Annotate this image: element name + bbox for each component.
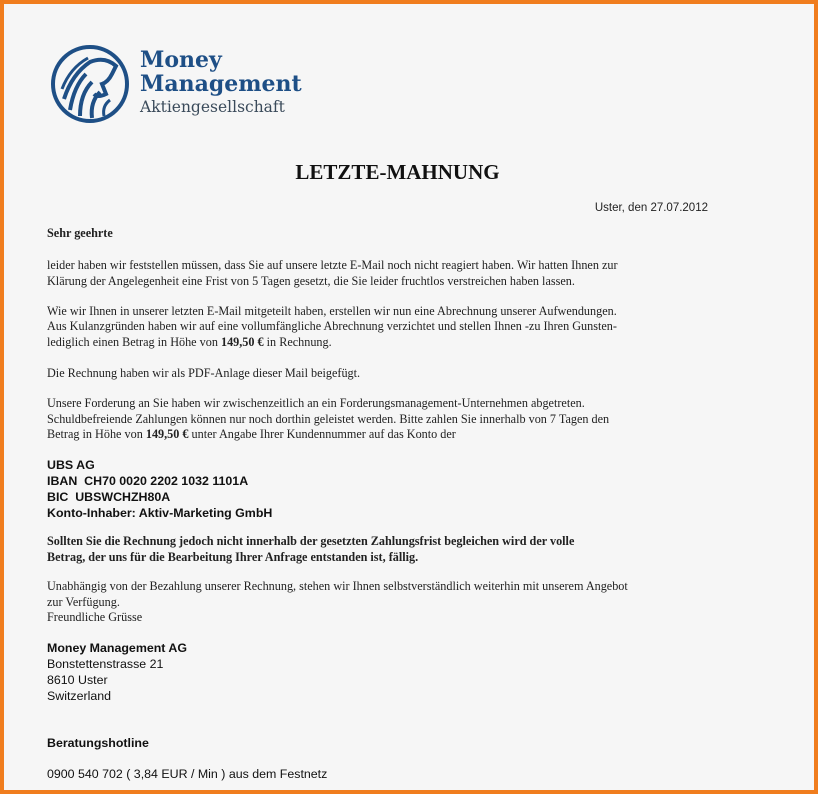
company-city: 8610 Uster bbox=[47, 673, 108, 687]
logo-text-ag: Aktiengesellschaft bbox=[140, 98, 285, 116]
paragraph-1-line: Klärung der Angelegenheit eine Frist von 5 Tagen gesetzt, die Sie leider fruchtlos verstreichen haben lassen. bbox=[47, 274, 575, 288]
company-country: Switzerland bbox=[47, 689, 112, 703]
company-name: Money Management AG bbox=[47, 641, 187, 655]
logo-text-management: Management bbox=[140, 71, 302, 97]
amount: 149,50 € bbox=[220, 335, 264, 349]
hotline-number: 0900 540 702 ( 3,84 EUR / Min ) aus dem Festnetz bbox=[47, 767, 328, 781]
paragraph-2-line bbox=[47, 335, 332, 351]
account-holder: Konto-Inhaber: Aktiv-Marketing GmbH bbox=[47, 506, 273, 520]
text: lediglich einen Betrag in Höhe von bbox=[47, 335, 218, 349]
paragraph-4-line: Unsere Forderung an Sie haben wir zwischenzeitlich an ein Forderungsmanagement-Unternehmen abgetreten. bbox=[47, 396, 585, 410]
paragraph-2-line: Aus Kulanzgründen haben wir auf eine vollumfängliche Abrechnung verzichtet und stellen Ihnen -zu Ihren Gunsten- bbox=[47, 319, 617, 333]
paragraph-2-line: Wie wir Ihnen in unserer letzten E-Mail mitgeteilt haben, erstellen wir nun eine Abrechnung unserer Aufwendungen. bbox=[47, 304, 617, 318]
paragraph-5-line: Unabhängig von der Bezahlung unserer Rechnung, stehen wir Ihnen selbstverständlich weiterhin mit unserem Angebot bbox=[47, 579, 628, 593]
letter-date: Uster, den 27.07.2012 bbox=[594, 202, 708, 214]
text: in Rechnung. bbox=[266, 335, 332, 349]
lion-emblem-icon bbox=[50, 44, 130, 124]
bank-iban: IBAN CH70 0020 2202 1032 1101A bbox=[47, 474, 249, 488]
text: Betrag in Höhe von bbox=[47, 427, 143, 441]
text: unter Angabe Ihrer Kundennummer auf das Konto der bbox=[191, 427, 456, 441]
company-logo bbox=[50, 44, 310, 124]
bank-bic: BIC UBSWCHZH80A bbox=[47, 490, 171, 504]
paragraph-4-line bbox=[47, 427, 456, 443]
hotline-label: Beratungshotline bbox=[47, 736, 149, 750]
amount: 149,50 € bbox=[145, 427, 189, 441]
logo-text-money: Money bbox=[140, 47, 222, 73]
bank-name: UBS AG bbox=[47, 458, 95, 472]
paragraph-4-line: Schuldbefreiende Zahlungen können nur noch dorthin geleistet werden. Bitte zahlen Sie innerhalb von 7 Tagen den bbox=[47, 412, 610, 426]
paragraph-5-line: zur Verfügung. bbox=[47, 595, 120, 609]
closing: Freundliche Grüsse bbox=[47, 610, 143, 624]
company-street: Bonstettenstrasse 21 bbox=[47, 657, 164, 671]
warning-line: Betrag, der uns für die Bearbeitung Ihrer Anfrage entstanden ist, fällig. bbox=[47, 550, 419, 564]
salutation: Sehr geehrte bbox=[47, 226, 113, 240]
letter-title: LETZTE-MAHNUNG bbox=[295, 160, 500, 184]
paragraph-1-line: leider haben wir feststellen müssen, dass Sie auf unsere letzte E-Mail noch nicht reagiert haben. Wir hatten Ihnen zur bbox=[47, 258, 618, 272]
warning-line: Sollten Sie die Rechnung jedoch nicht innerhalb der gesetzten Zahlungsfrist begleichen wird der volle bbox=[47, 534, 575, 548]
paragraph-3: Die Rechnung haben wir als PDF-Anlage dieser Mail beigefügt. bbox=[47, 366, 361, 380]
